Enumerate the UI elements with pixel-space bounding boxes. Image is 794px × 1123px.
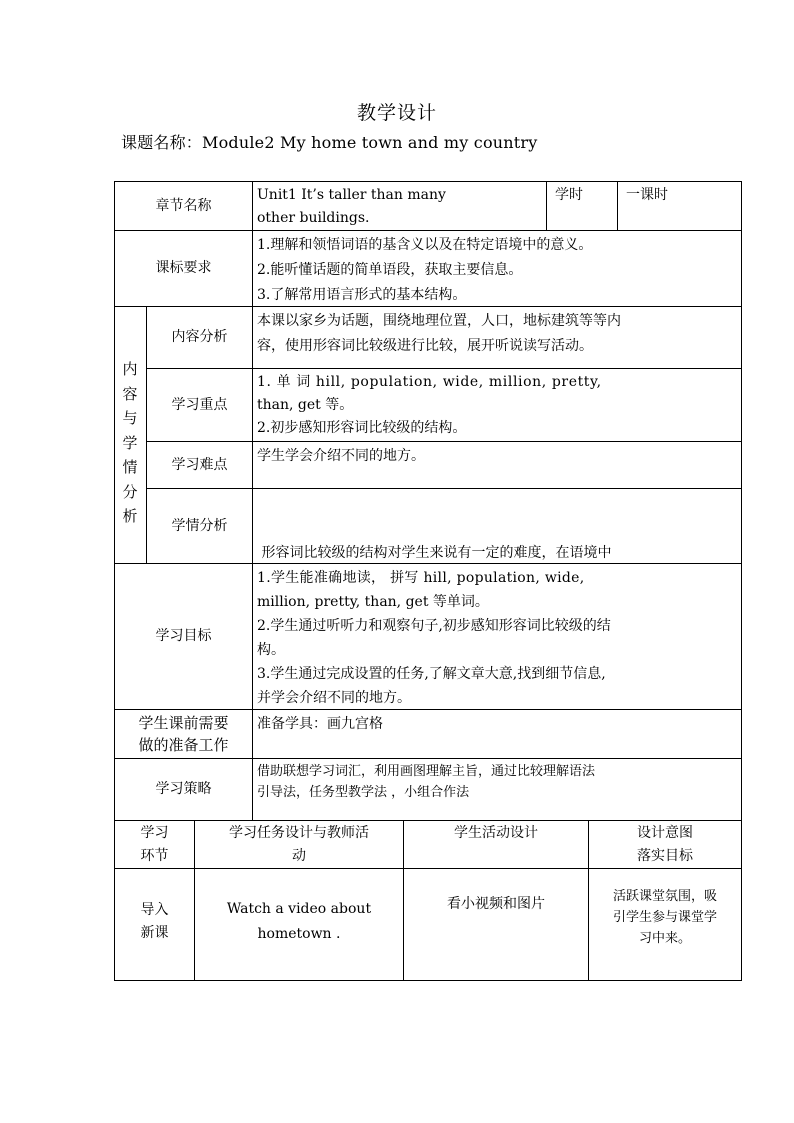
objectives-text	[253, 564, 741, 709]
content-analysis-text	[253, 307, 741, 368]
header-stage-line: 学习	[140, 825, 169, 841]
header-activity: 学生活动设计	[454, 825, 538, 841]
standard-line: 2.能听懂话题的简单语段，获取主要信息。	[257, 262, 523, 278]
page-title: 教学设计	[356, 102, 437, 124]
learner-analysis-label: 学情分析	[171, 517, 228, 534]
content-analysis-line: 容，使用形容词比较级进行比较，展开听说读写活动。	[257, 338, 593, 354]
row-task-line: Watch a video about	[226, 900, 372, 917]
header-intent-line: 设计意图	[637, 825, 693, 841]
key-points-line: 1. 单 词 hill, population, wide, million, pretty,	[257, 374, 602, 390]
strategy-line: 引导法，任务型教学法 ，小组合作法	[257, 785, 470, 800]
chapter-value-line: other buildings.	[257, 210, 370, 226]
group-label-char: 容	[122, 384, 138, 403]
chapter-value-line: Unit1 It’s taller than many	[257, 187, 446, 203]
content-analysis-line: 本课以家乡为话题，围绕地理位置，人口，地标建筑等等内	[257, 313, 621, 329]
standard-content	[253, 231, 741, 306]
row-intent-line: 引学生参与课堂学	[612, 910, 717, 925]
table-row-task	[195, 869, 403, 980]
group-label-char: 析	[122, 507, 138, 525]
table-row-stage	[115, 869, 194, 980]
table-row-intent	[589, 869, 741, 980]
header-task-line: 学习任务设计与教师活	[229, 825, 369, 841]
row-intent-line: 活跃课堂氛围，吸	[612, 889, 717, 904]
objectives-label: 学习目标	[155, 628, 212, 644]
row-stage-line: 新课	[140, 924, 169, 941]
learner-analysis-line: 形容词比较级的结构对学生来说有一定的难度，在语境中	[257, 545, 612, 561]
difficulties-line: 学生学会介绍不同的地方。	[257, 448, 425, 464]
group-label-char: 与	[122, 409, 138, 427]
time-value: 一课时	[626, 187, 668, 203]
content-analysis-label: 内容分析	[171, 329, 228, 345]
learner-analysis-text	[253, 489, 741, 563]
header-stage-line: 环节	[140, 848, 169, 864]
header-intent-line: 落实目标	[637, 848, 693, 864]
strategy-label: 学习策略	[155, 781, 212, 797]
key-points-line: than, get 等。	[257, 397, 354, 413]
header-task-line: 动	[292, 848, 306, 864]
prep-label-line: 做的准备工作	[138, 736, 229, 754]
objectives-line: 2.学生通过听听力和观察句子,初步感知形容词比较级的结	[257, 618, 611, 634]
header-intent	[589, 821, 741, 868]
objectives-line: 1.学生能准确地读， 拼写 hill, population, wide,	[257, 570, 585, 586]
prep-label	[115, 710, 252, 758]
analysis-group-label	[116, 357, 144, 529]
chapter-label: 章节名称	[155, 197, 212, 214]
header-task	[195, 821, 403, 868]
row-stage-line: 导入	[140, 901, 169, 918]
key-points-line: 2.初步感知形容词比较级的结构。	[257, 420, 467, 436]
standard-label: 课标要求	[155, 260, 212, 276]
group-label-char: 学	[122, 433, 138, 452]
difficulties-text	[253, 442, 741, 488]
standard-line: 1.理解和领悟词语的基含义以及在特定语境中的意义。	[257, 237, 593, 253]
group-label-char: 内	[122, 360, 138, 378]
objectives-line: 并学会介绍不同的地方。	[257, 690, 411, 706]
key-points-text	[253, 369, 741, 441]
objectives-line: 3.学生通过完成设置的任务,了解文章大意,找到细节信息,	[257, 666, 606, 682]
difficulties-label: 学习难点	[171, 456, 228, 473]
header-stage	[115, 821, 194, 868]
prep-value: 准备学具：画九宫格	[257, 716, 383, 732]
group-label-char: 情	[122, 458, 138, 476]
time-label: 学时	[555, 187, 583, 203]
row-intent-line: 习中来。	[638, 931, 691, 946]
objectives-line: 构。	[257, 642, 285, 658]
row-task-line: hometown .	[257, 925, 341, 942]
table-row-activity: 看小视频和图片	[447, 896, 545, 912]
group-label-char: 分	[122, 482, 138, 501]
strategy-text	[253, 759, 741, 820]
standard-line: 3.了解常用语言形式的基本结构。	[257, 287, 467, 303]
objectives-line: million, pretty, than, get 等单词。	[257, 594, 489, 610]
chapter-value	[253, 182, 546, 230]
strategy-line: 借助联想学习词汇，利用画图理解主旨，通过比较理解语法	[257, 764, 596, 779]
key-points-label: 学习重点	[171, 396, 228, 413]
lesson-title: 课题名称：Module2 My home town and my country	[121, 133, 538, 152]
prep-label-line: 学生课前需要	[138, 714, 229, 732]
